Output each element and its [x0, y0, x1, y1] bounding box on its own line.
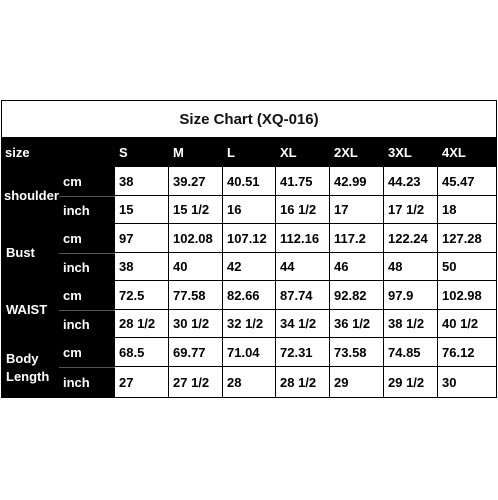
table-cell: 48 [384, 253, 438, 281]
table-cell: 102.98 [438, 281, 497, 310]
unit-divider [59, 196, 115, 197]
unit-label: inch [63, 202, 90, 218]
table-cell: 30 1/2 [169, 310, 223, 338]
table-cell: 69.77 [169, 338, 223, 367]
header-size-label: size [5, 145, 30, 160]
table-cell: 16 [223, 196, 276, 224]
table-cell: 74.85 [384, 338, 438, 367]
header-size-4xl: 4XL [442, 145, 466, 160]
table-cell: 28 1/2 [115, 310, 169, 338]
table-cell: 36 1/2 [330, 310, 384, 338]
table-cell: 77.58 [169, 281, 223, 310]
measure-name-waist: WAIST [6, 302, 48, 317]
unit-label: inch [63, 259, 90, 275]
table-cell: 71.04 [223, 338, 276, 367]
table-cell: 28 1/2 [276, 367, 330, 398]
value-grid [115, 167, 497, 398]
table-cell: 17 [330, 196, 384, 224]
table-cell: 92.82 [330, 281, 384, 310]
table-cell: 40 [169, 253, 223, 281]
unit-label: inch [63, 316, 90, 332]
unit-label: inch [63, 375, 90, 390]
header-row [1, 138, 497, 167]
table-cell: 97 [115, 224, 169, 253]
table-cell: 50 [438, 253, 497, 281]
table-cell: 38 [115, 167, 169, 196]
table-cell: 73.58 [330, 338, 384, 367]
measure-name-bust: Bust [6, 245, 35, 260]
measure-name-length: Length [6, 368, 50, 384]
table-cell: 72.31 [276, 338, 330, 367]
measure-name-body: Body [6, 350, 39, 366]
table-cell: 72.5 [115, 281, 169, 310]
table-cell: 38 1/2 [384, 310, 438, 338]
table-cell: 44 [276, 253, 330, 281]
header-size-s: S [119, 145, 128, 160]
unit-label: cm [63, 231, 82, 246]
table-cell: 29 [330, 367, 384, 398]
table-cell: 45.47 [438, 167, 497, 196]
header-size-2xl: 2XL [334, 145, 358, 160]
table-cell: 42 [223, 253, 276, 281]
size-chart [1, 100, 497, 398]
table-cell: 15 [115, 196, 169, 224]
table-cell: 76.12 [438, 338, 497, 367]
table-cell: 127.28 [438, 224, 497, 253]
table-cell: 68.5 [115, 338, 169, 367]
table-cell: 107.12 [223, 224, 276, 253]
table-cell: 34 1/2 [276, 310, 330, 338]
table-cell: 97.9 [384, 281, 438, 310]
unit-divider [59, 310, 115, 311]
table-cell: 17 1/2 [384, 196, 438, 224]
table-cell: 32 1/2 [223, 310, 276, 338]
chart-title: Size Chart (XQ-016) [1, 100, 497, 138]
table-cell: 41.75 [276, 167, 330, 196]
table-cell: 15 1/2 [169, 196, 223, 224]
table-cell: 30 [438, 367, 497, 398]
table-cell: 28 [223, 367, 276, 398]
unit-label: cm [63, 288, 82, 303]
table-cell: 39.27 [169, 167, 223, 196]
table-cell: 42.99 [330, 167, 384, 196]
table-cell: 112.16 [276, 224, 330, 253]
header-size-l: L [227, 145, 235, 160]
table-cell: 122.24 [384, 224, 438, 253]
header-size-xl: XL [280, 145, 297, 160]
unit-label: cm [63, 345, 82, 360]
unit-divider [59, 253, 115, 254]
table-cell: 38 [115, 253, 169, 281]
table-cell: 117.2 [330, 224, 384, 253]
measure-name-shoulder: shoulder [4, 188, 59, 203]
table-cell: 44.23 [384, 167, 438, 196]
table-cell: 27 1/2 [169, 367, 223, 398]
unit-divider [59, 367, 115, 368]
table-cell: 102.08 [169, 224, 223, 253]
table-cell: 40.51 [223, 167, 276, 196]
table-cell: 40 1/2 [438, 310, 497, 338]
unit-label: cm [63, 174, 82, 189]
table-cell: 16 1/2 [276, 196, 330, 224]
table-cell: 27 [115, 367, 169, 398]
table-cell: 18 [438, 196, 497, 224]
header-size-3xl: 3XL [388, 145, 412, 160]
table-cell: 87.74 [276, 281, 330, 310]
table-cell: 46 [330, 253, 384, 281]
header-size-m: M [173, 145, 184, 160]
table-cell: 29 1/2 [384, 367, 438, 398]
table-cell: 82.66 [223, 281, 276, 310]
